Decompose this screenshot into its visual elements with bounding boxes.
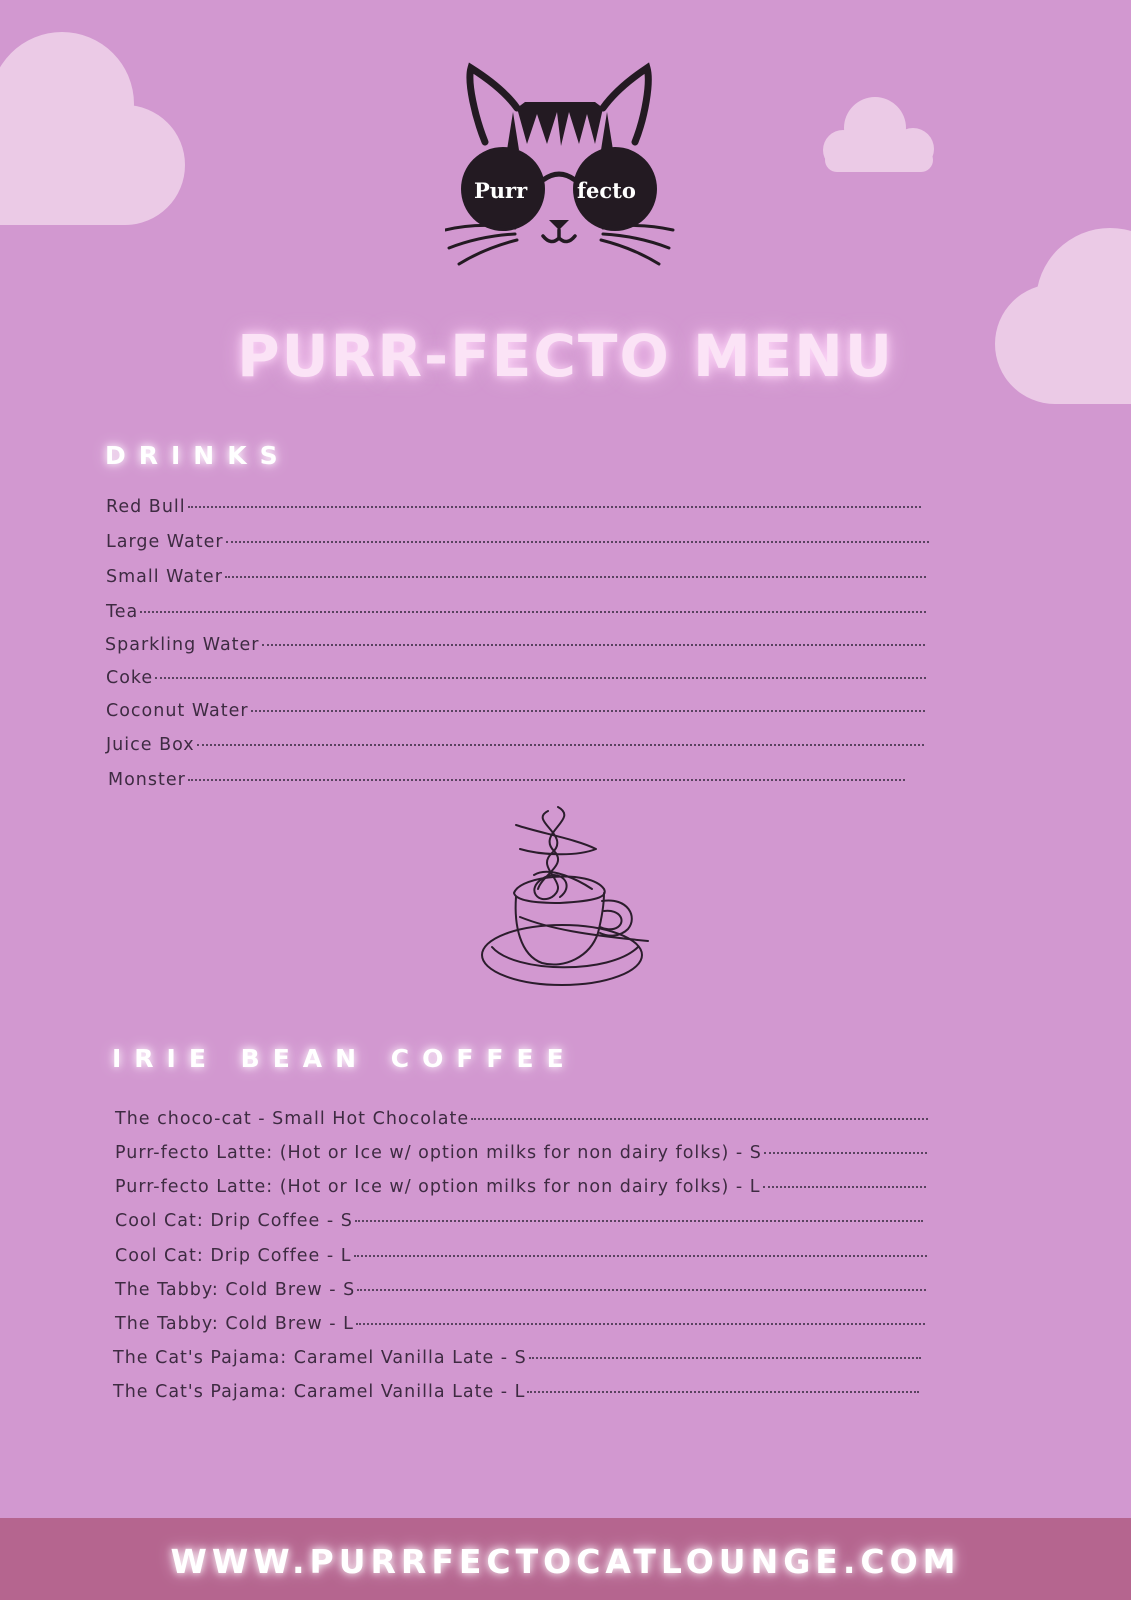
leader-dots (188, 779, 905, 781)
item-name: The Tabby: Cold Brew - L (115, 1314, 354, 1334)
list-item (106, 735, 924, 759)
leader-dots (251, 710, 925, 712)
leader-dots (262, 644, 926, 646)
logo-word-left: Purr (474, 178, 528, 203)
list-item (105, 635, 925, 659)
item-name: Cool Cat: Drip Coffee - L (115, 1246, 352, 1266)
leader-dots (226, 541, 929, 543)
item-name: Monster (108, 770, 186, 790)
cat-sunglasses-logo (445, 62, 675, 272)
website-link[interactable]: WWW.PURRFECTOCATLOUNGE.COM (170, 1542, 961, 1581)
list-item (115, 1143, 927, 1167)
leader-dots (155, 677, 926, 679)
list-item (106, 567, 926, 591)
item-name: Juice Box (106, 735, 195, 755)
list-item (113, 1382, 919, 1406)
item-name: The Cat's Pajama: Caramel Vanilla Late - L (113, 1382, 526, 1402)
leader-dots (188, 506, 921, 508)
leader-dots (355, 1220, 923, 1222)
leader-dots (527, 1391, 919, 1393)
cat-sunglasses-logo-icon (445, 62, 675, 272)
list-item (106, 668, 926, 692)
list-item (115, 1177, 926, 1201)
coffee-cup-icon (480, 805, 665, 1005)
footer-bar (0, 1518, 1131, 1600)
item-name: Purr-fecto Latte: (Hot or Ice w/ option milks for non dairy folks) - L (115, 1177, 761, 1197)
leader-dots (356, 1323, 925, 1325)
list-item (115, 1280, 926, 1304)
item-name: Coconut Water (106, 701, 249, 721)
list-item (106, 602, 926, 626)
list-item (106, 497, 921, 521)
leader-dots (357, 1289, 926, 1291)
item-name: The Tabby: Cold Brew - S (115, 1280, 356, 1300)
item-name: Sparkling Water (105, 635, 260, 655)
list-item (115, 1109, 928, 1133)
leader-dots (140, 611, 926, 613)
list-item (115, 1314, 925, 1338)
item-name: Tea (106, 602, 139, 622)
item-name: Large Water (106, 532, 224, 552)
list-item (108, 770, 905, 794)
cloud-icon (0, 32, 195, 232)
item-name: Purr-fecto Latte: (Hot or Ice w/ option milks for non dairy folks) - S (115, 1143, 762, 1163)
item-name: Cool Cat: Drip Coffee - S (115, 1211, 353, 1231)
drinks-heading: DRINKS (105, 441, 291, 470)
leader-dots (471, 1118, 928, 1120)
list-item (106, 532, 929, 556)
item-name: Small Water (106, 567, 223, 587)
leader-dots (763, 1186, 926, 1188)
item-name: Red Bull (106, 497, 186, 517)
list-item (115, 1211, 923, 1235)
leader-dots (764, 1152, 927, 1154)
logo-word-right: fecto (577, 178, 636, 203)
leader-dots (197, 744, 924, 746)
list-item (113, 1348, 921, 1372)
leader-dots (529, 1357, 921, 1359)
leader-dots (354, 1255, 928, 1257)
cloud-icon (815, 96, 943, 178)
item-name: The Cat's Pajama: Caramel Vanilla Late - S (113, 1348, 527, 1368)
list-item (115, 1246, 927, 1270)
item-name: The choco-cat - Small Hot Chocolate (115, 1109, 470, 1129)
coffee-heading: IRIE BEAN COFFEE (112, 1044, 577, 1073)
item-name: Coke (106, 668, 154, 688)
leader-dots (225, 576, 926, 578)
list-item (106, 701, 925, 725)
page-title: PURR-FECTO MENU (237, 322, 894, 390)
